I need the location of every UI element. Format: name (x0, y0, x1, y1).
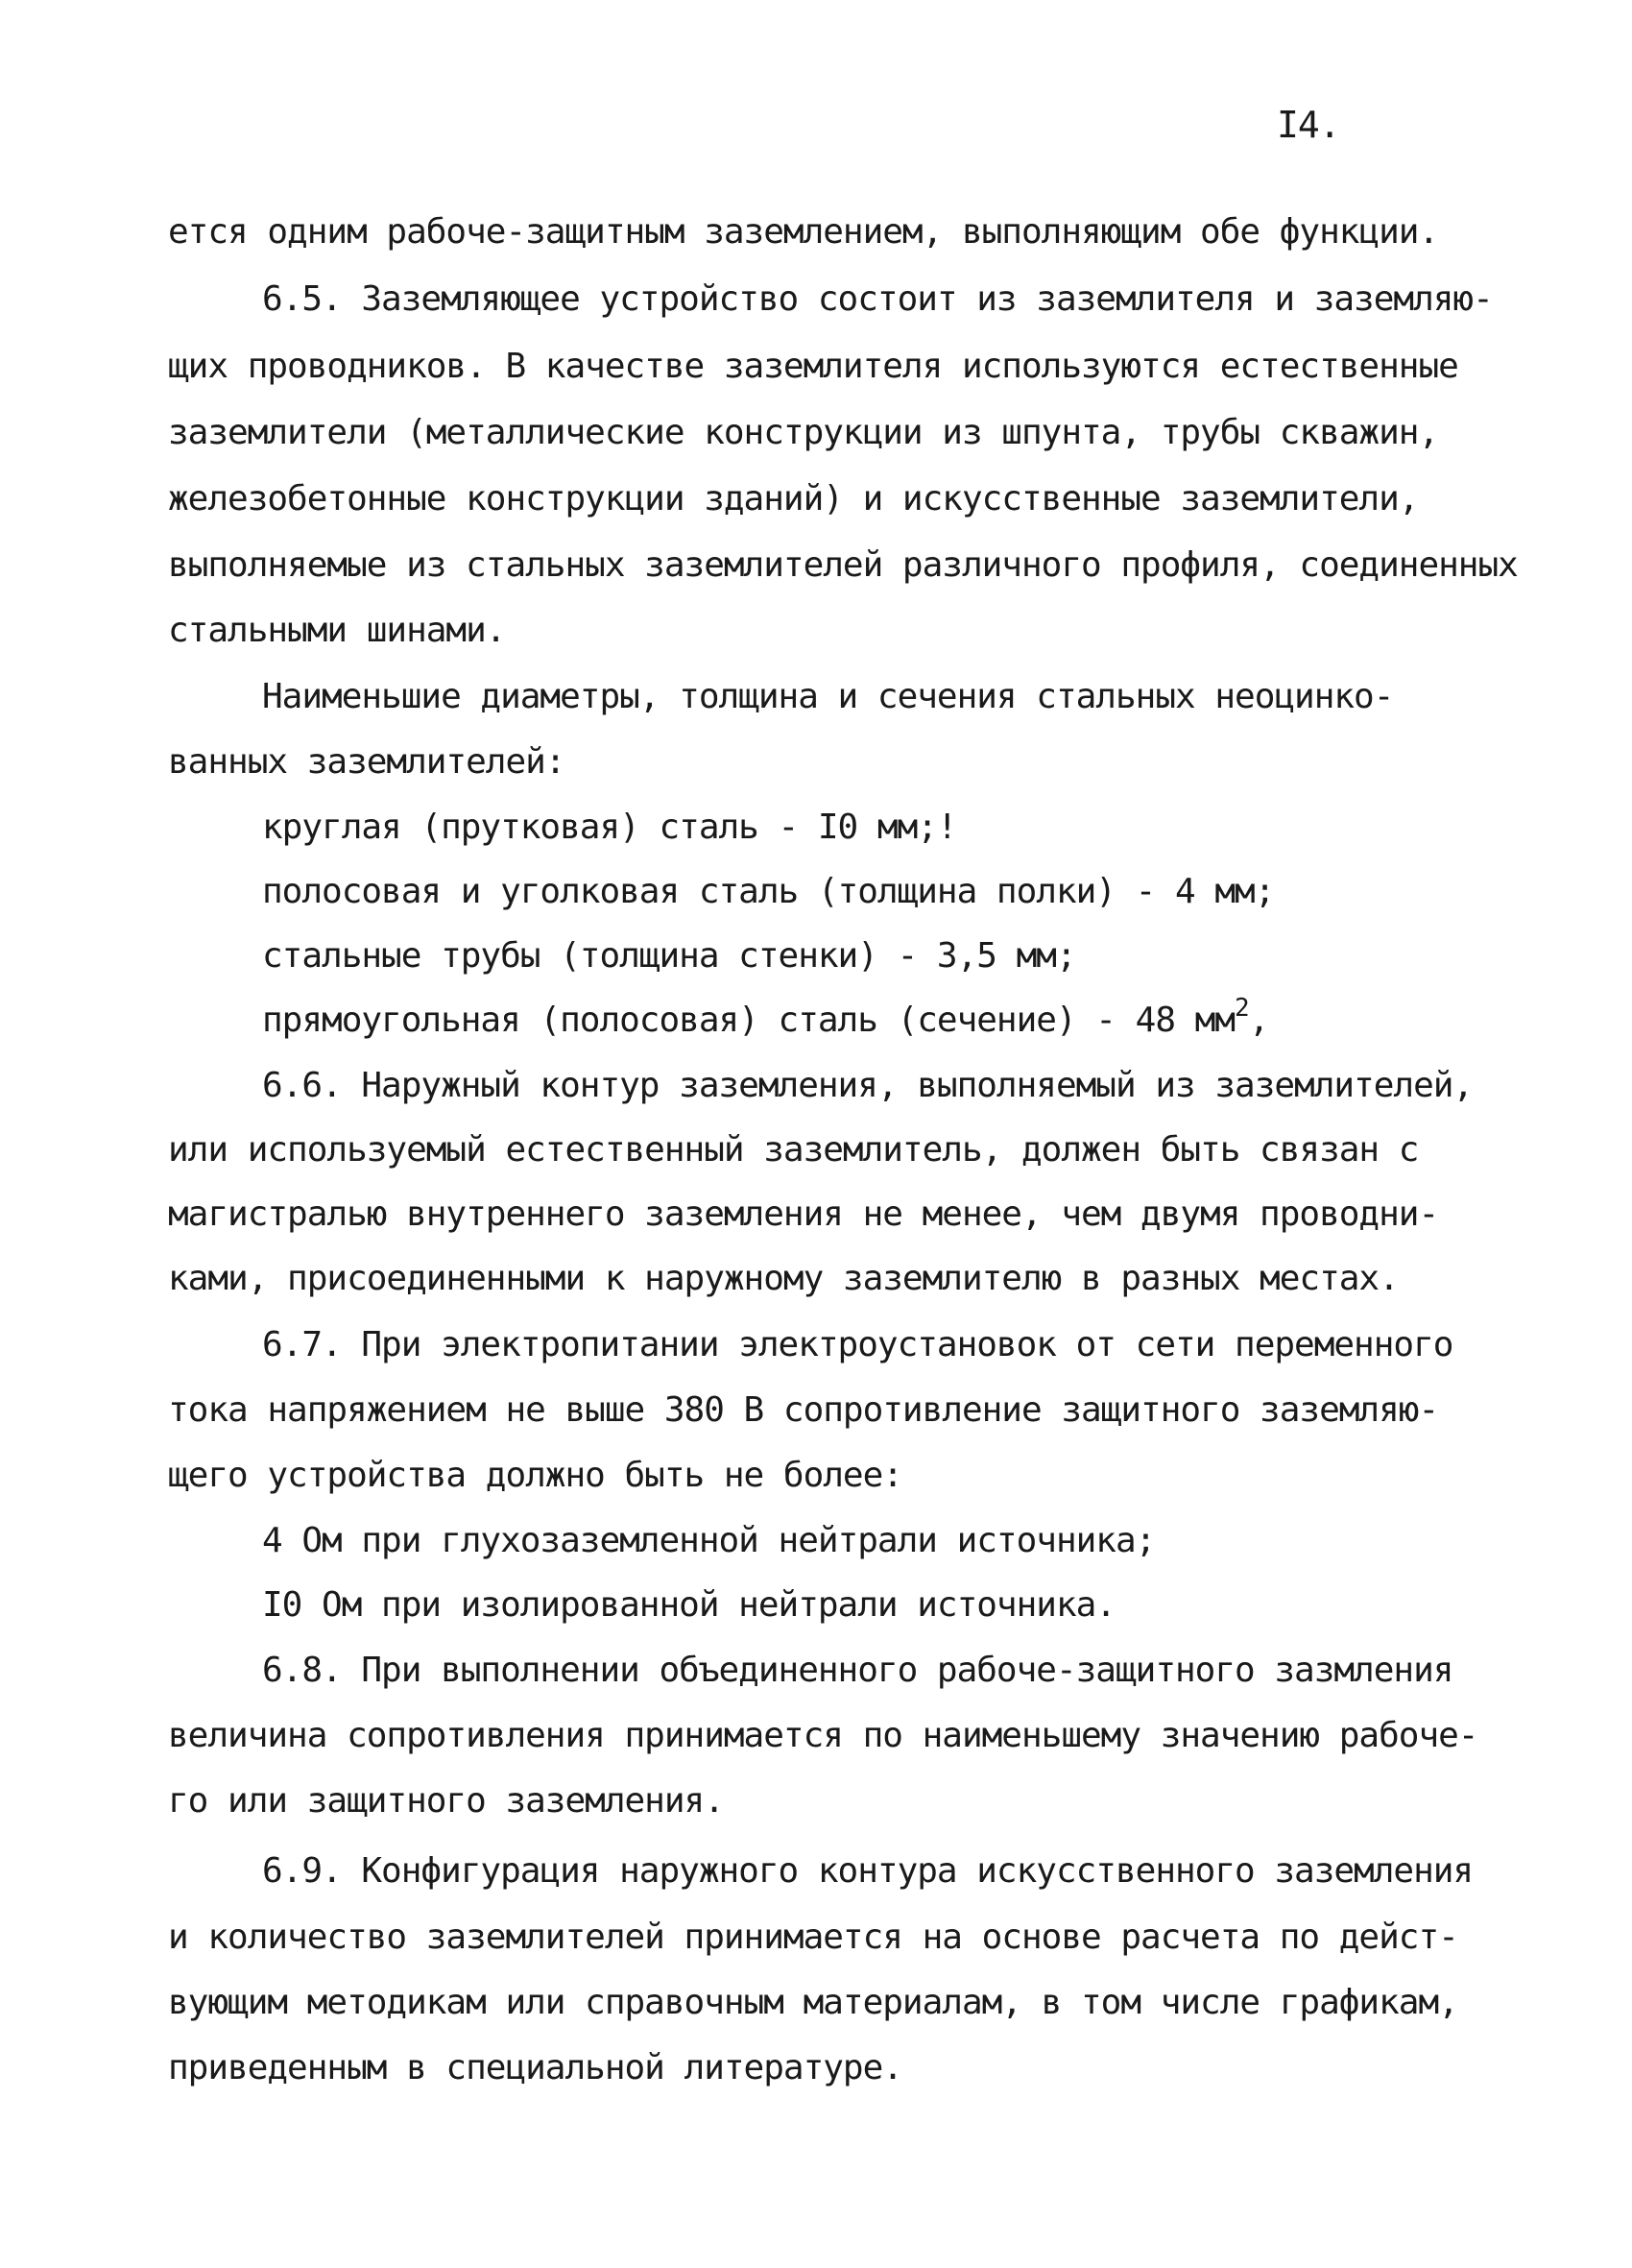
text-line: 6.9. Конфигурация наружного контура искусственного заземления (262, 1851, 1474, 1891)
text-line: Наименьшие диаметры, толщина и сечения стальных неоцинко- (262, 677, 1394, 716)
list-item: круглая (прутковая) сталь - I0 мм;! (262, 808, 957, 847)
text-line: выполняемые из стальных заземлителей различного профиля, соединенных (168, 545, 1518, 585)
text-line: ется одним рабоче-защитным заземлением, выполняющим обе функции. (168, 212, 1439, 252)
text-line: тока напряжением не выше 380 В сопротивление защитного заземляю- (168, 1390, 1439, 1430)
text-line: 6.6. Наружный контур заземления, выполняемый из заземлителей, (262, 1066, 1474, 1105)
text-line: приведенным в специальной литературе. (168, 2048, 902, 2087)
text-line: вующим методикам или справочным материалам, в том числе графикам, (168, 1983, 1458, 2022)
text-line: го или защитного заземления. (168, 1781, 724, 1821)
list-item: I0 Ом при изолированной нейтрали источника. (262, 1585, 1116, 1625)
superscript: 2 (1235, 994, 1249, 1023)
text-line: заземлители (металлические конструкции из шпунта, трубы скважин, (168, 413, 1439, 452)
text-line: железобетонные конструкции зданий) и искусственные заземлители, (168, 479, 1419, 519)
page-number: I4. (1277, 104, 1340, 146)
text-line: стальными шинами. (168, 611, 506, 650)
punctuation: , (1248, 1001, 1269, 1040)
text-line: и количество заземлителей принимается на основе расчета по дейст- (168, 1918, 1458, 1957)
text-line: 6.7. При электропитании электроустановок от сети переменного (262, 1325, 1453, 1364)
list-item: стальные трубы (толщина стенки) - 3,5 мм; (262, 936, 1076, 976)
text-line: или используемый естественный заземлитель, должен быть связан с (168, 1130, 1419, 1170)
text-line: ками, присоединенными к наружному заземлителю в разных местах. (168, 1259, 1399, 1298)
text-line: магистралью внутреннего заземления не менее, чем двумя проводни- (168, 1194, 1439, 1234)
text-line: щего устройства должно быть не более: (168, 1456, 902, 1495)
list-item: 4 Ом при глухозаземленной нейтрали источника; (262, 1521, 1156, 1560)
text-line: величина сопротивления принимается по наименьшему значению рабоче- (168, 1716, 1478, 1755)
list-item-text: прямоугольная (полосовая) сталь (сечение) - 48 мм (262, 1001, 1236, 1040)
text-line: ванных заземлителей: (168, 742, 565, 782)
list-item (262, 994, 1269, 1040)
list-item: полосовая и уголковая сталь (толщина полки) - 4 мм; (262, 872, 1275, 911)
text-line: щих проводников. В качестве заземлителя используются естественные (168, 347, 1458, 386)
text-line: 6.8. При выполнении объединенного рабоче-защитного зазмления (262, 1651, 1453, 1690)
text-line: 6.5. Заземляющее устройство состоит из заземлителя и заземляю- (262, 279, 1493, 319)
